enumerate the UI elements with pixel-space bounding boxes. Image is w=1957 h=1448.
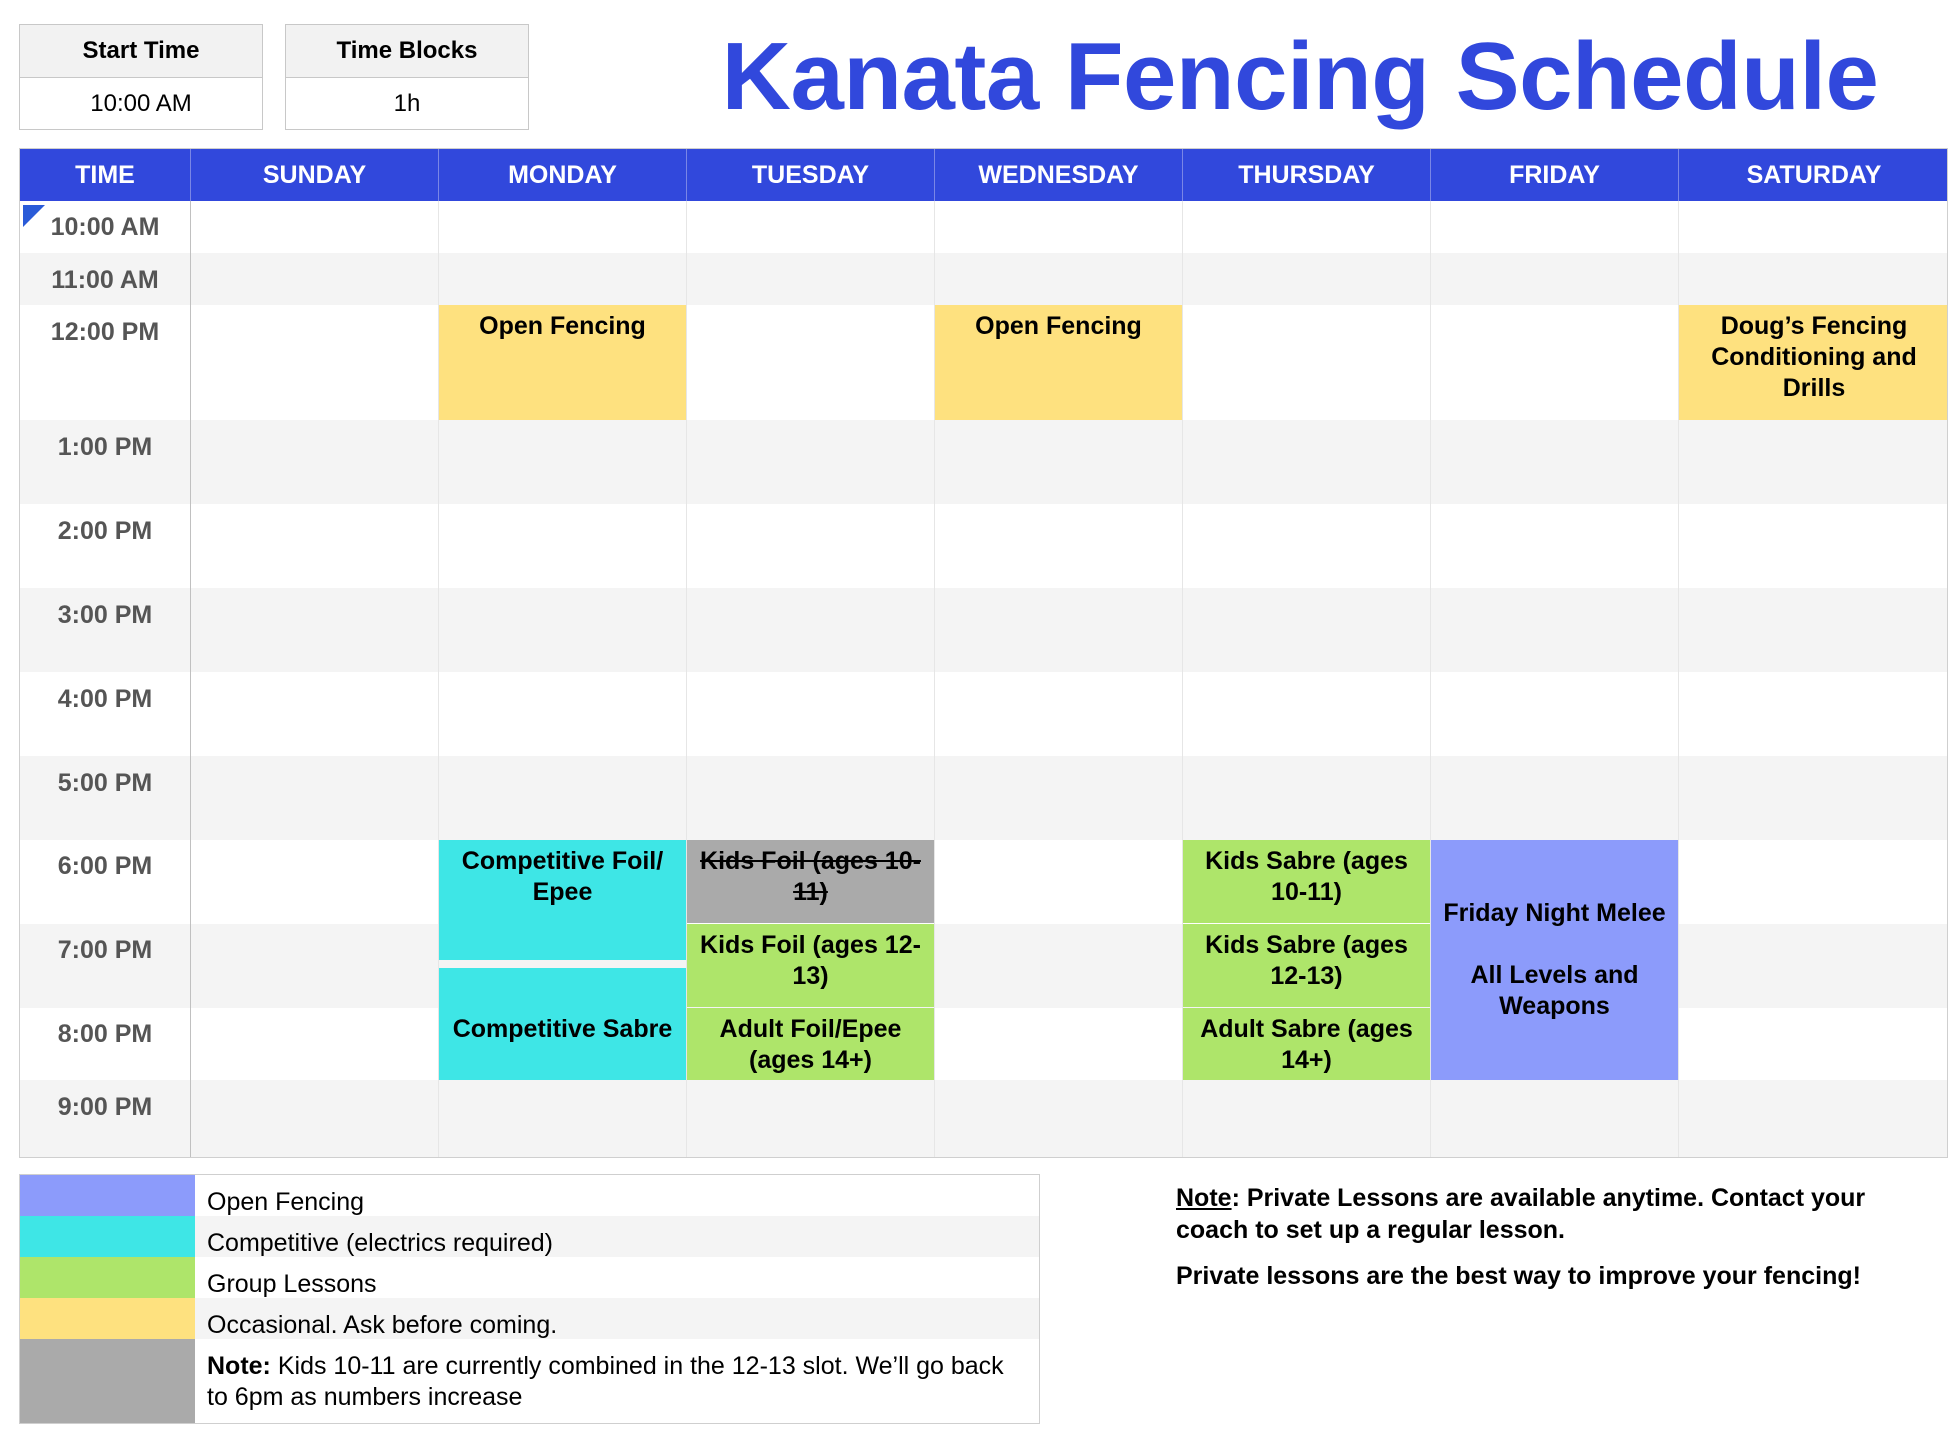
note-label: Note (1176, 1184, 1232, 1212)
time-label: 5:00 PM (57, 769, 153, 797)
event-monday-competitive-sabre[interactable]: Competitive Sabre (439, 968, 686, 1080)
row-bg (20, 201, 1948, 253)
start-time-box (19, 24, 263, 130)
row-bg (20, 588, 1948, 672)
time-label: 1:00 PM (57, 433, 153, 461)
legend-swatch-open (20, 1175, 195, 1216)
legend-label-occasional: Occasional. Ask before coming. (207, 1311, 558, 1339)
time-label: 2:00 PM (57, 517, 153, 545)
friday-melee-title: Friday Night Melee (1443, 899, 1666, 927)
legend-swatch-group (20, 1257, 195, 1298)
header-sunday: SUNDAY (191, 149, 439, 201)
event-wednesday-open-fencing[interactable]: Open Fencing (935, 305, 1182, 420)
legend-label-group: Group Lessons (207, 1270, 377, 1298)
event-thursday-adult-sabre[interactable]: Adult Sabre (ages 14+) (1183, 1008, 1430, 1080)
legend-row-occasional (20, 1298, 1039, 1339)
legend-kids-note-bold: Note: (207, 1352, 271, 1380)
row-bg (20, 420, 1948, 504)
header-tuesday: TUESDAY (687, 149, 935, 201)
legend-kids-note-text: Kids 10-11 are currently combined in the 12-13 slot. We’ll go back to 6pm as numbers increase (207, 1352, 1004, 1411)
header-time: TIME (20, 149, 191, 201)
legend-row-competitive (20, 1216, 1039, 1257)
time-label: 10:00 AM (50, 213, 160, 241)
note-paragraph-1 (1176, 1182, 1936, 1246)
legend-row-open (20, 1175, 1039, 1216)
event-tuesday-kids-foil-10-11[interactable]: Kids Foil (ages 10-11) (687, 840, 934, 923)
start-time-label: Start Time (20, 25, 262, 78)
start-time-value[interactable]: 10:00 AM (90, 90, 192, 117)
header-wednesday: WEDNESDAY (935, 149, 1183, 201)
legend-row-kids-note (20, 1339, 1039, 1423)
legend-swatch-occasional (20, 1298, 195, 1339)
row-bg (20, 1080, 1948, 1158)
event-friday-night-melee[interactable] (1431, 840, 1678, 1080)
friday-melee-subtitle: All Levels and Weapons (1470, 961, 1639, 1020)
event-tuesday-adult-foil-epee[interactable]: Adult Foil/Epee (ages 14+) (687, 1008, 934, 1080)
legend-swatch-competitive (20, 1216, 195, 1257)
time-blocks-label: Time Blocks (286, 25, 528, 78)
legend-label-competitive: Competitive (electrics required) (207, 1229, 553, 1257)
header-friday: FRIDAY (1431, 149, 1679, 201)
time-blocks-box (285, 24, 529, 130)
legend (19, 1174, 1040, 1424)
header-saturday: SATURDAY (1679, 149, 1948, 201)
event-thursday-kids-sabre-10-11[interactable]: Kids Sabre (ages 10-11) (1183, 840, 1430, 923)
row-bg (20, 253, 1948, 305)
event-thursday-kids-sabre-12-13[interactable]: Kids Sabre (ages 12-13) (1183, 924, 1430, 1007)
legend-label-open: Open Fencing (207, 1188, 365, 1216)
legend-swatch-kids-note (20, 1339, 195, 1423)
time-label: 6:00 PM (57, 852, 153, 880)
time-label: 12:00 PM (50, 318, 160, 346)
time-label: 4:00 PM (57, 685, 153, 713)
time-label: 3:00 PM (57, 601, 153, 629)
event-saturday-conditioning[interactable]: Doug’s Fencing Conditioning and Drills (1679, 305, 1948, 420)
event-tuesday-kids-foil-12-13[interactable]: Kids Foil (ages 12-13) (687, 924, 934, 1007)
friday-melee-text (1441, 898, 1668, 1022)
row-bg (20, 504, 1948, 588)
event-monday-open-fencing[interactable]: Open Fencing (439, 305, 686, 420)
legend-kids-note (207, 1351, 1019, 1413)
row-bg (20, 672, 1948, 756)
legend-row-group (20, 1257, 1039, 1298)
page-title: Kanata Fencing Schedule (721, 23, 1879, 130)
event-monday-competitive-foil-epee[interactable]: Competitive Foil/ Epee (439, 840, 686, 960)
column-divider (190, 201, 191, 1157)
schedule-grid (19, 148, 1948, 1158)
time-blocks-value[interactable]: 1h (393, 90, 421, 117)
time-label: 9:00 PM (57, 1093, 153, 1121)
note-paragraph-2: Private lessons are the best way to improve your fencing! (1176, 1262, 1861, 1290)
private-lessons-note (1176, 1182, 1936, 1292)
time-label: 7:00 PM (57, 936, 153, 964)
header-monday: MONDAY (439, 149, 687, 201)
note-text: : Private Lessons are available anytime. Contact your coach to set up a regular lesson. (1176, 1184, 1866, 1244)
row-bg (20, 756, 1948, 840)
header-thursday: THURSDAY (1183, 149, 1431, 201)
time-label: 11:00 AM (51, 266, 159, 294)
time-label: 8:00 PM (57, 1020, 153, 1048)
